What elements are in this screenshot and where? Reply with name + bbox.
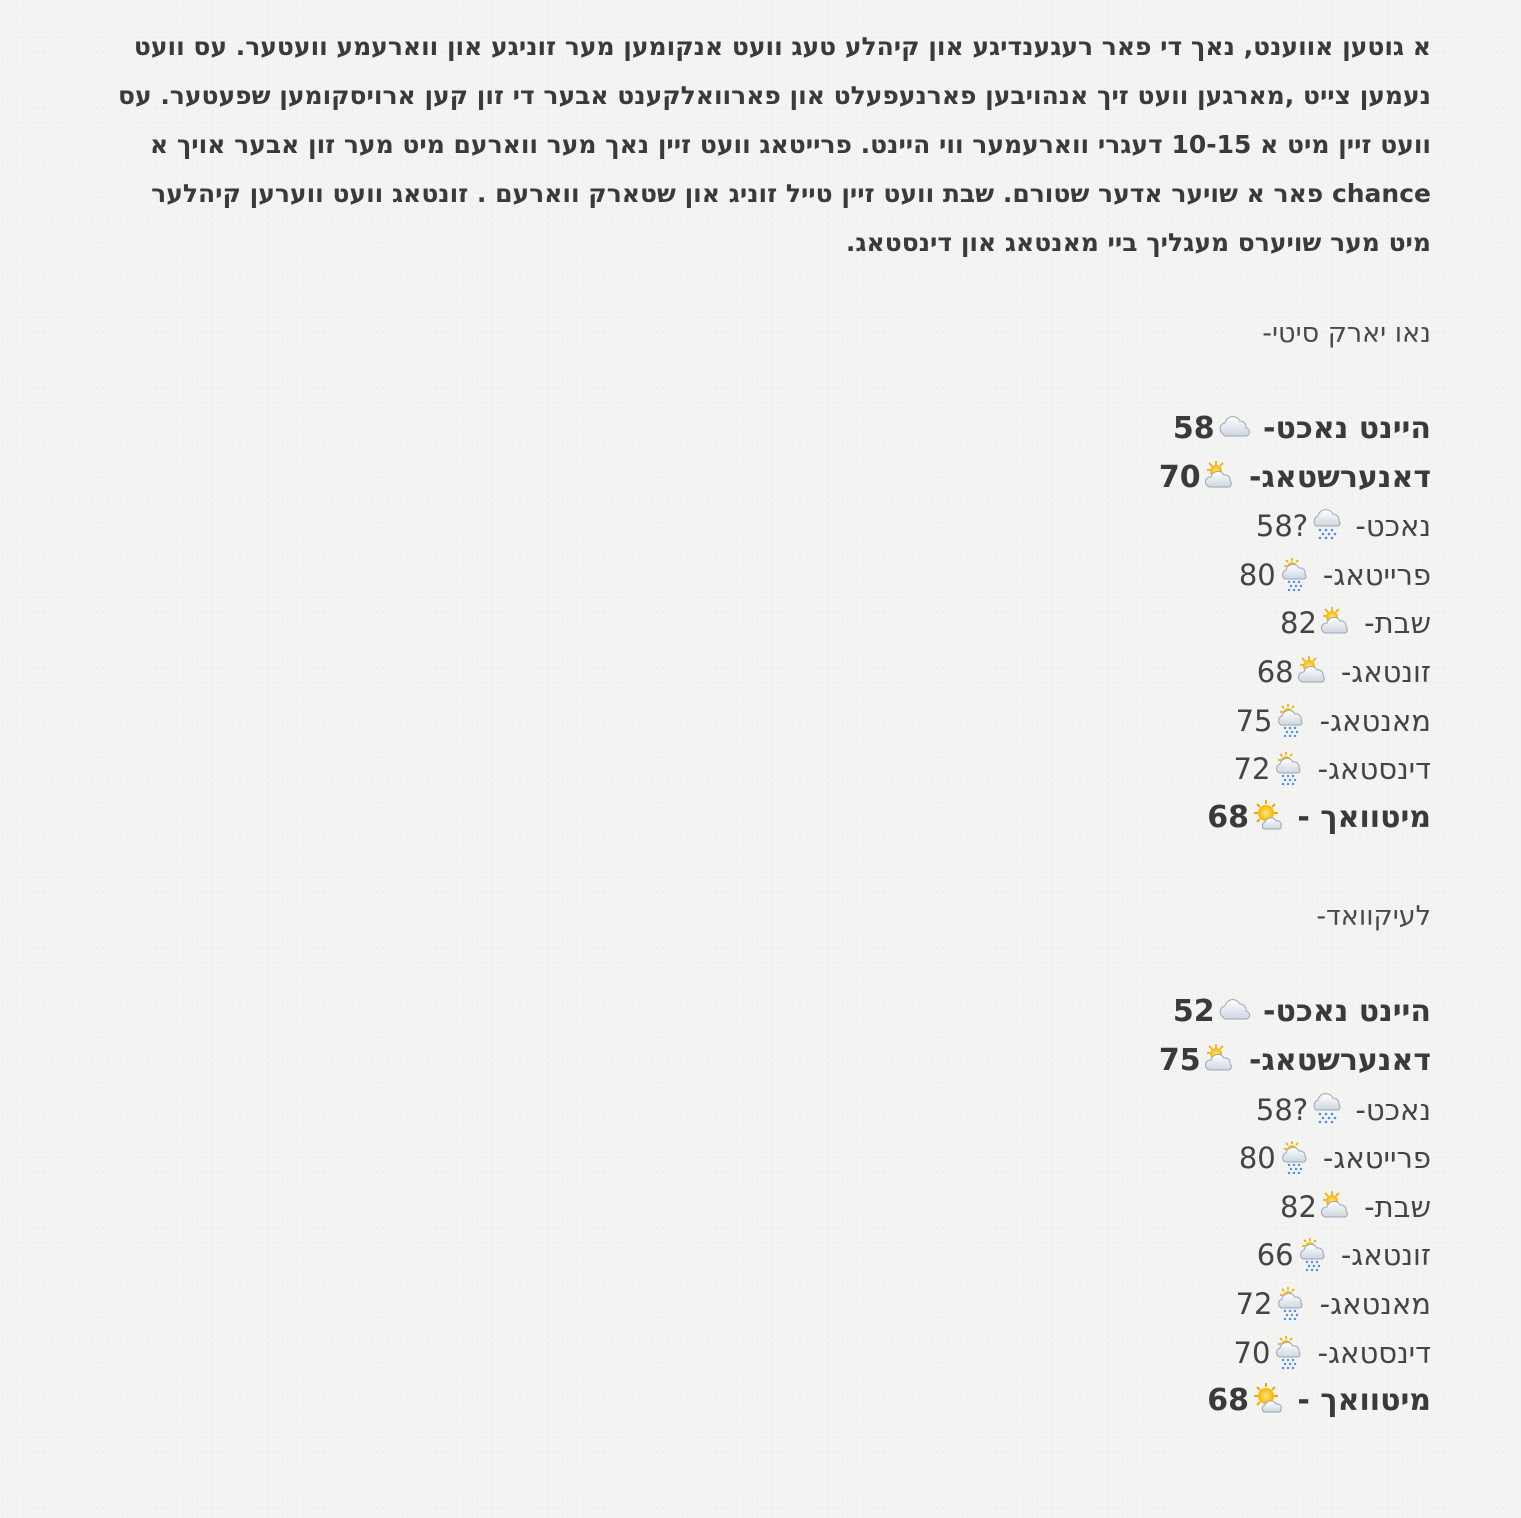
section-title: לעיקוואד- — [1316, 901, 1431, 933]
forecast-day: זונטאג- — [1331, 654, 1431, 689]
forecast-temp: 52 — [1172, 994, 1215, 1030]
forecast-row — [101, 405, 1431, 454]
forecast-row — [101, 1183, 1431, 1232]
forecast-temp: 82 — [1280, 1189, 1317, 1224]
sun-behind-cloud-icon — [1203, 459, 1237, 493]
forecast-row — [101, 502, 1431, 551]
sun-rain-cloud-icon — [1278, 557, 1312, 591]
forecast-day: מאנטאג- — [1310, 1286, 1431, 1321]
forecast-row — [101, 1280, 1431, 1329]
forecast-day: דאנערשטאג- — [1238, 1042, 1431, 1078]
forecast-day: זונטאג- — [1331, 1238, 1431, 1273]
sun-behind-cloud-icon — [1319, 605, 1353, 639]
forecast-list — [101, 988, 1431, 1425]
cloud-icon — [1217, 410, 1251, 444]
forecast-row — [101, 1134, 1431, 1183]
forecast-day: היינט נאכט- — [1252, 994, 1431, 1030]
forecast-list — [101, 405, 1431, 842]
sun-rain-cloud-icon — [1274, 703, 1308, 737]
forecast-day: מיטוואך - — [1286, 799, 1431, 835]
forecast-row — [101, 745, 1431, 794]
forecast-temp: 68 — [1207, 1383, 1249, 1419]
forecast-day: שבת- — [1354, 606, 1431, 641]
forecast-temp: 58 — [1172, 411, 1215, 446]
forecast-temp: 82 — [1280, 606, 1317, 641]
sun-behind-cloud-icon — [1319, 1189, 1353, 1223]
cloud-rain-icon — [1310, 1092, 1344, 1126]
forecast-day: נאכט- — [1346, 1092, 1431, 1127]
cloud-rain-icon — [1310, 508, 1344, 542]
forecast-day: דינסטאג- — [1308, 752, 1431, 787]
forecast-row — [101, 551, 1431, 600]
forecast-temp: 80 — [1238, 1141, 1276, 1176]
forecast-row — [101, 1037, 1431, 1086]
sun-small-cloud-icon — [1251, 1382, 1285, 1416]
forecast-temp: 68 — [1256, 654, 1294, 689]
forecast-temp: 66 — [1256, 1238, 1294, 1273]
forecast-day: שבת- — [1354, 1189, 1431, 1224]
forecast-day: מאנטאג- — [1310, 703, 1431, 738]
sun-rain-cloud-icon — [1278, 1140, 1312, 1174]
forecast-temp: 58? — [1255, 509, 1309, 544]
forecast-row — [101, 599, 1431, 648]
forecast-day: דאנערשטאג- — [1238, 459, 1431, 495]
cloud-icon — [1217, 993, 1251, 1027]
forecast-day: נאכט- — [1346, 509, 1431, 544]
sun-rain-cloud-icon — [1274, 1286, 1308, 1320]
forecast-day: מיטוואך - — [1286, 1383, 1431, 1419]
sun-rain-cloud-icon — [1272, 751, 1306, 785]
sun-rain-cloud-icon — [1296, 1237, 1330, 1271]
forecast-row — [101, 988, 1431, 1037]
forecast-row — [101, 1086, 1431, 1135]
sun-rain-cloud-icon — [1272, 1335, 1306, 1369]
forecast-temp: 70 — [1233, 1335, 1271, 1370]
forecast-sections — [101, 309, 1431, 1426]
forecast-temp: 80 — [1238, 557, 1276, 592]
forecast-row — [101, 454, 1431, 503]
forecast-temp: 72 — [1235, 1286, 1273, 1321]
forecast-temp: 75 — [1235, 703, 1273, 738]
forecast-row — [101, 1329, 1431, 1378]
sun-behind-cloud-icon — [1296, 654, 1330, 688]
intro-paragraph: א גוטען אווענט, נאך די פאר רעגענדיגע און קיהלע טעג וועט אנקומען מער זוניגע און ווארעמע וועטער. עס וועט נעמען צייט ,מארגען וועט זיך אנהויבען פארנעפעלט און פארוואלקענט אבער די זון קען ארויסקומען שפעטער. עס וועט זיין מיט א 10-15 דעגרי ווארעמער ווי היינט. פרייטאג וועט זיין נאך מער ווארעם מיט מער זון אבער אויך א chance פאר א שויער אדער שטורם. שבת וועט זיין טייל זוניג און שטארק ווארעם . זונטאג וועט ווערען קיהלער מיט מער שויערס מעגליך ביי מאנטאג און דינסטאג. — [117, 32, 1431, 257]
forecast-day: היינט נאכט- — [1252, 411, 1431, 446]
section-title: נאו יארק סיטי- — [1262, 318, 1431, 349]
forecast-row — [101, 1231, 1431, 1280]
forecast-row — [101, 1377, 1431, 1426]
forecast-row — [101, 794, 1431, 843]
forecast-temp: 70 — [1158, 459, 1201, 495]
forecast-temp: 68 — [1207, 799, 1249, 835]
forecast-day: פרייטאג- — [1313, 1141, 1431, 1176]
weather-post — [101, 22, 1431, 1426]
sun-behind-cloud-icon — [1203, 1042, 1237, 1076]
forecast-row — [101, 648, 1431, 697]
forecast-day: פרייטאג- — [1313, 557, 1431, 592]
forecast-day: דינסטאג- — [1308, 1335, 1431, 1370]
forecast-row — [101, 697, 1431, 746]
forecast-temp: 72 — [1233, 752, 1271, 787]
forecast-temp: 75 — [1158, 1042, 1201, 1078]
sun-small-cloud-icon — [1251, 799, 1285, 833]
forecast-temp: 58? — [1255, 1092, 1309, 1127]
